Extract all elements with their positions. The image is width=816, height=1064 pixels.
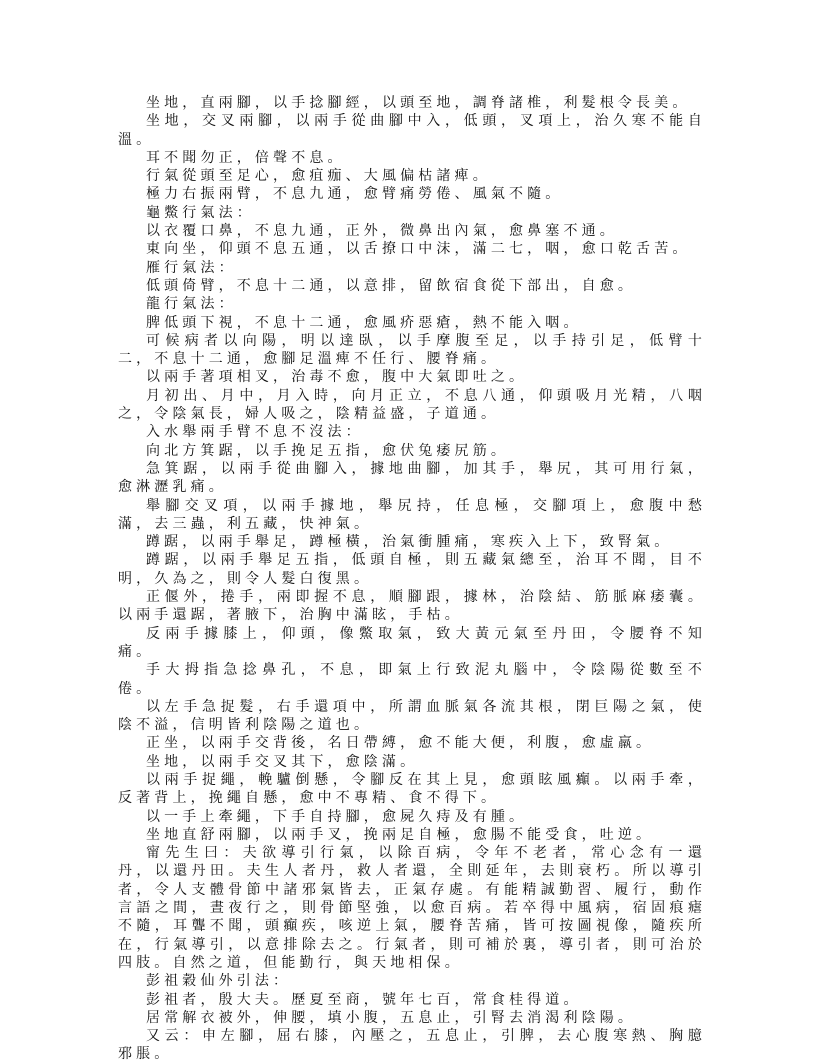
paragraph: 耳不聞勿正，倍聲不息。 bbox=[146, 149, 346, 166]
document-page bbox=[118, 94, 706, 1064]
paragraph: 坐地，交叉兩腳，以兩手從曲腳中入，低頭，叉項上，治久寒不能自溫。 bbox=[118, 113, 706, 148]
paragraph: 以左手急捉髮，右手還項中，所謂血脈氣各流其根，閉巨陽之氣，使陰不溢，信明皆利陰陽之道也。 bbox=[118, 698, 706, 734]
paragraph: 龍行氣法： bbox=[146, 296, 237, 313]
paragraph: 脾低頭下視，不息十二通，愈風疥惡瘡，熱不能入咽。 bbox=[146, 314, 582, 331]
paragraph: 蹲踞，以兩手舉足，蹲極橫，治氣衝腫痛，寒疾入上下，致腎氣。 bbox=[146, 534, 673, 551]
paragraph: 舉腳交叉項，以兩手據地，舉尻持，任息極，交腳項上，愈腹中愁滿，去三蟲，利五藏，快神氣。 bbox=[118, 497, 706, 532]
paragraph: 甯先生曰：夫欲導引行氣，以除百病，令年不老者，常心念有一還丹，以還丹田。夫生人者丹，救人者還，全則延年，去則衰朽。所以導引者，令人支體骨節中諸邪氣皆去，正氣存處。有能精誠勤習、履行，動作言語之間，晝夜行之，則骨節堅強，以愈百病。若卒得中風病，宿固痕瘧不隨，耳聾不聞，頭癲疾，咳逆上氣，腰脊苦痛，皆可按圖視像，隨疾所在，行氣導引，以意排除去之。行氣者，則可補於裏，導引者，則可治於四肢。自然之道，但能勤行，與天地相保。 bbox=[118, 845, 706, 971]
paragraph: 雁行氣法： bbox=[146, 259, 237, 276]
paragraph: 向北方箕踞，以手挽足五指，愈伏兔痿尻筋。 bbox=[146, 442, 509, 459]
paragraph: 彭祖穀仙外引法： bbox=[146, 973, 292, 990]
paragraph: 正偃外，捲手，兩即握不息，順腳跟，據林，治陰結、筋脈麻痿囊。以兩手還踞，著腋下，治胸中滿眩，手枯。 bbox=[118, 589, 706, 624]
paragraph: 急箕踞，以兩手從曲腳入，據地曲腳，加其手，舉尻，其可用行氣，愈淋瀝乳痛。 bbox=[118, 460, 706, 496]
paragraph: 東向坐，仰頭不息五通，以舌撩口中沫，滿二七，咽，愈口乾舌苦。 bbox=[146, 241, 691, 258]
paragraph: 低頭倚臂，不息十二通，以意排，留飲宿食從下部出，自愈。 bbox=[146, 277, 637, 294]
paragraph: 極力右振兩臂，不息九通，愈臂痛勞倦、風氣不隨。 bbox=[146, 186, 564, 203]
paragraph: 蹲踞，以兩手舉足五指，低頭自極，則五藏氣總至，治耳不聞，目不明，久為之，則令人髮白復黑。 bbox=[118, 552, 706, 587]
paragraph: 坐地直舒兩腳，以兩手叉，挽兩足自極，愈腸不能受食，吐逆。 bbox=[146, 826, 655, 843]
paragraph: 龜鱉行氣法： bbox=[146, 204, 255, 221]
paragraph: 入水舉兩手臂不息不沒法： bbox=[146, 424, 364, 441]
paragraph: 月初出、月中，月入時，向月正立，不息八通，仰頭吸月光精，八咽之，令陰氣長，婦人吸之，陰精益盛，子道通。 bbox=[118, 387, 706, 423]
paragraph: 又云：申左腳，屈右膝，內壓之，五息止，引脾，去心腹寒熱、胸臆邪脹。 bbox=[118, 1028, 706, 1063]
paragraph: 可候病者以向陽，明以達臥，以手摩腹至足，以手持引足，低臂十二，不息十二通，愈腳足溫痺不任行、腰脊痛。 bbox=[118, 332, 706, 368]
paragraph: 坐地，直兩腳，以手捻腳經，以頭至地，調脊諸椎，利髮根令長美。 bbox=[146, 95, 691, 111]
paragraph: 以兩手捉繩，輓驢倒懸，令腳反在其上見，愈頭眩風癲。以兩手牽，反著背上，挽繩自懸，愈中不專精、食不得下。 bbox=[118, 771, 706, 807]
paragraph: 正坐，以兩手交背後，名日帶縛，愈不能大便，利腹，愈虛羸。 bbox=[146, 735, 655, 752]
paragraph: 以兩手著項相叉，治毒不愈，腹中大氣即吐之。 bbox=[146, 369, 528, 386]
paragraph: 行氣從頭至足心，愈疽痂、大風偏枯諸痺。 bbox=[146, 168, 491, 185]
paragraph: 居常解衣被外，伸腰，填小腹，五息止，引腎去消渴利陰陽。 bbox=[146, 1009, 637, 1026]
paragraph: 彭祖者，殷大夫。歷夏至商，號年七百，常食桂得道。 bbox=[146, 991, 582, 1008]
paragraph: 坐地，以兩手交叉其下，愈陰滿。 bbox=[146, 753, 419, 770]
paragraph: 反兩手據膝上，仰頭，像鱉取氣，致大黃元氣至丹田，令腰脊不知痛。 bbox=[118, 625, 706, 660]
paragraph: 手大拇指急捻鼻孔，不息，即氣上行致泥丸腦中，令陰陽從數至不倦。 bbox=[118, 662, 706, 697]
paragraph: 以一手上牽繩，下手自持腳，愈屍久痔及有腫。 bbox=[146, 808, 528, 825]
paragraph: 以衣覆口鼻，不息九通，正外，微鼻出內氣，愈鼻塞不通。 bbox=[146, 223, 618, 240]
